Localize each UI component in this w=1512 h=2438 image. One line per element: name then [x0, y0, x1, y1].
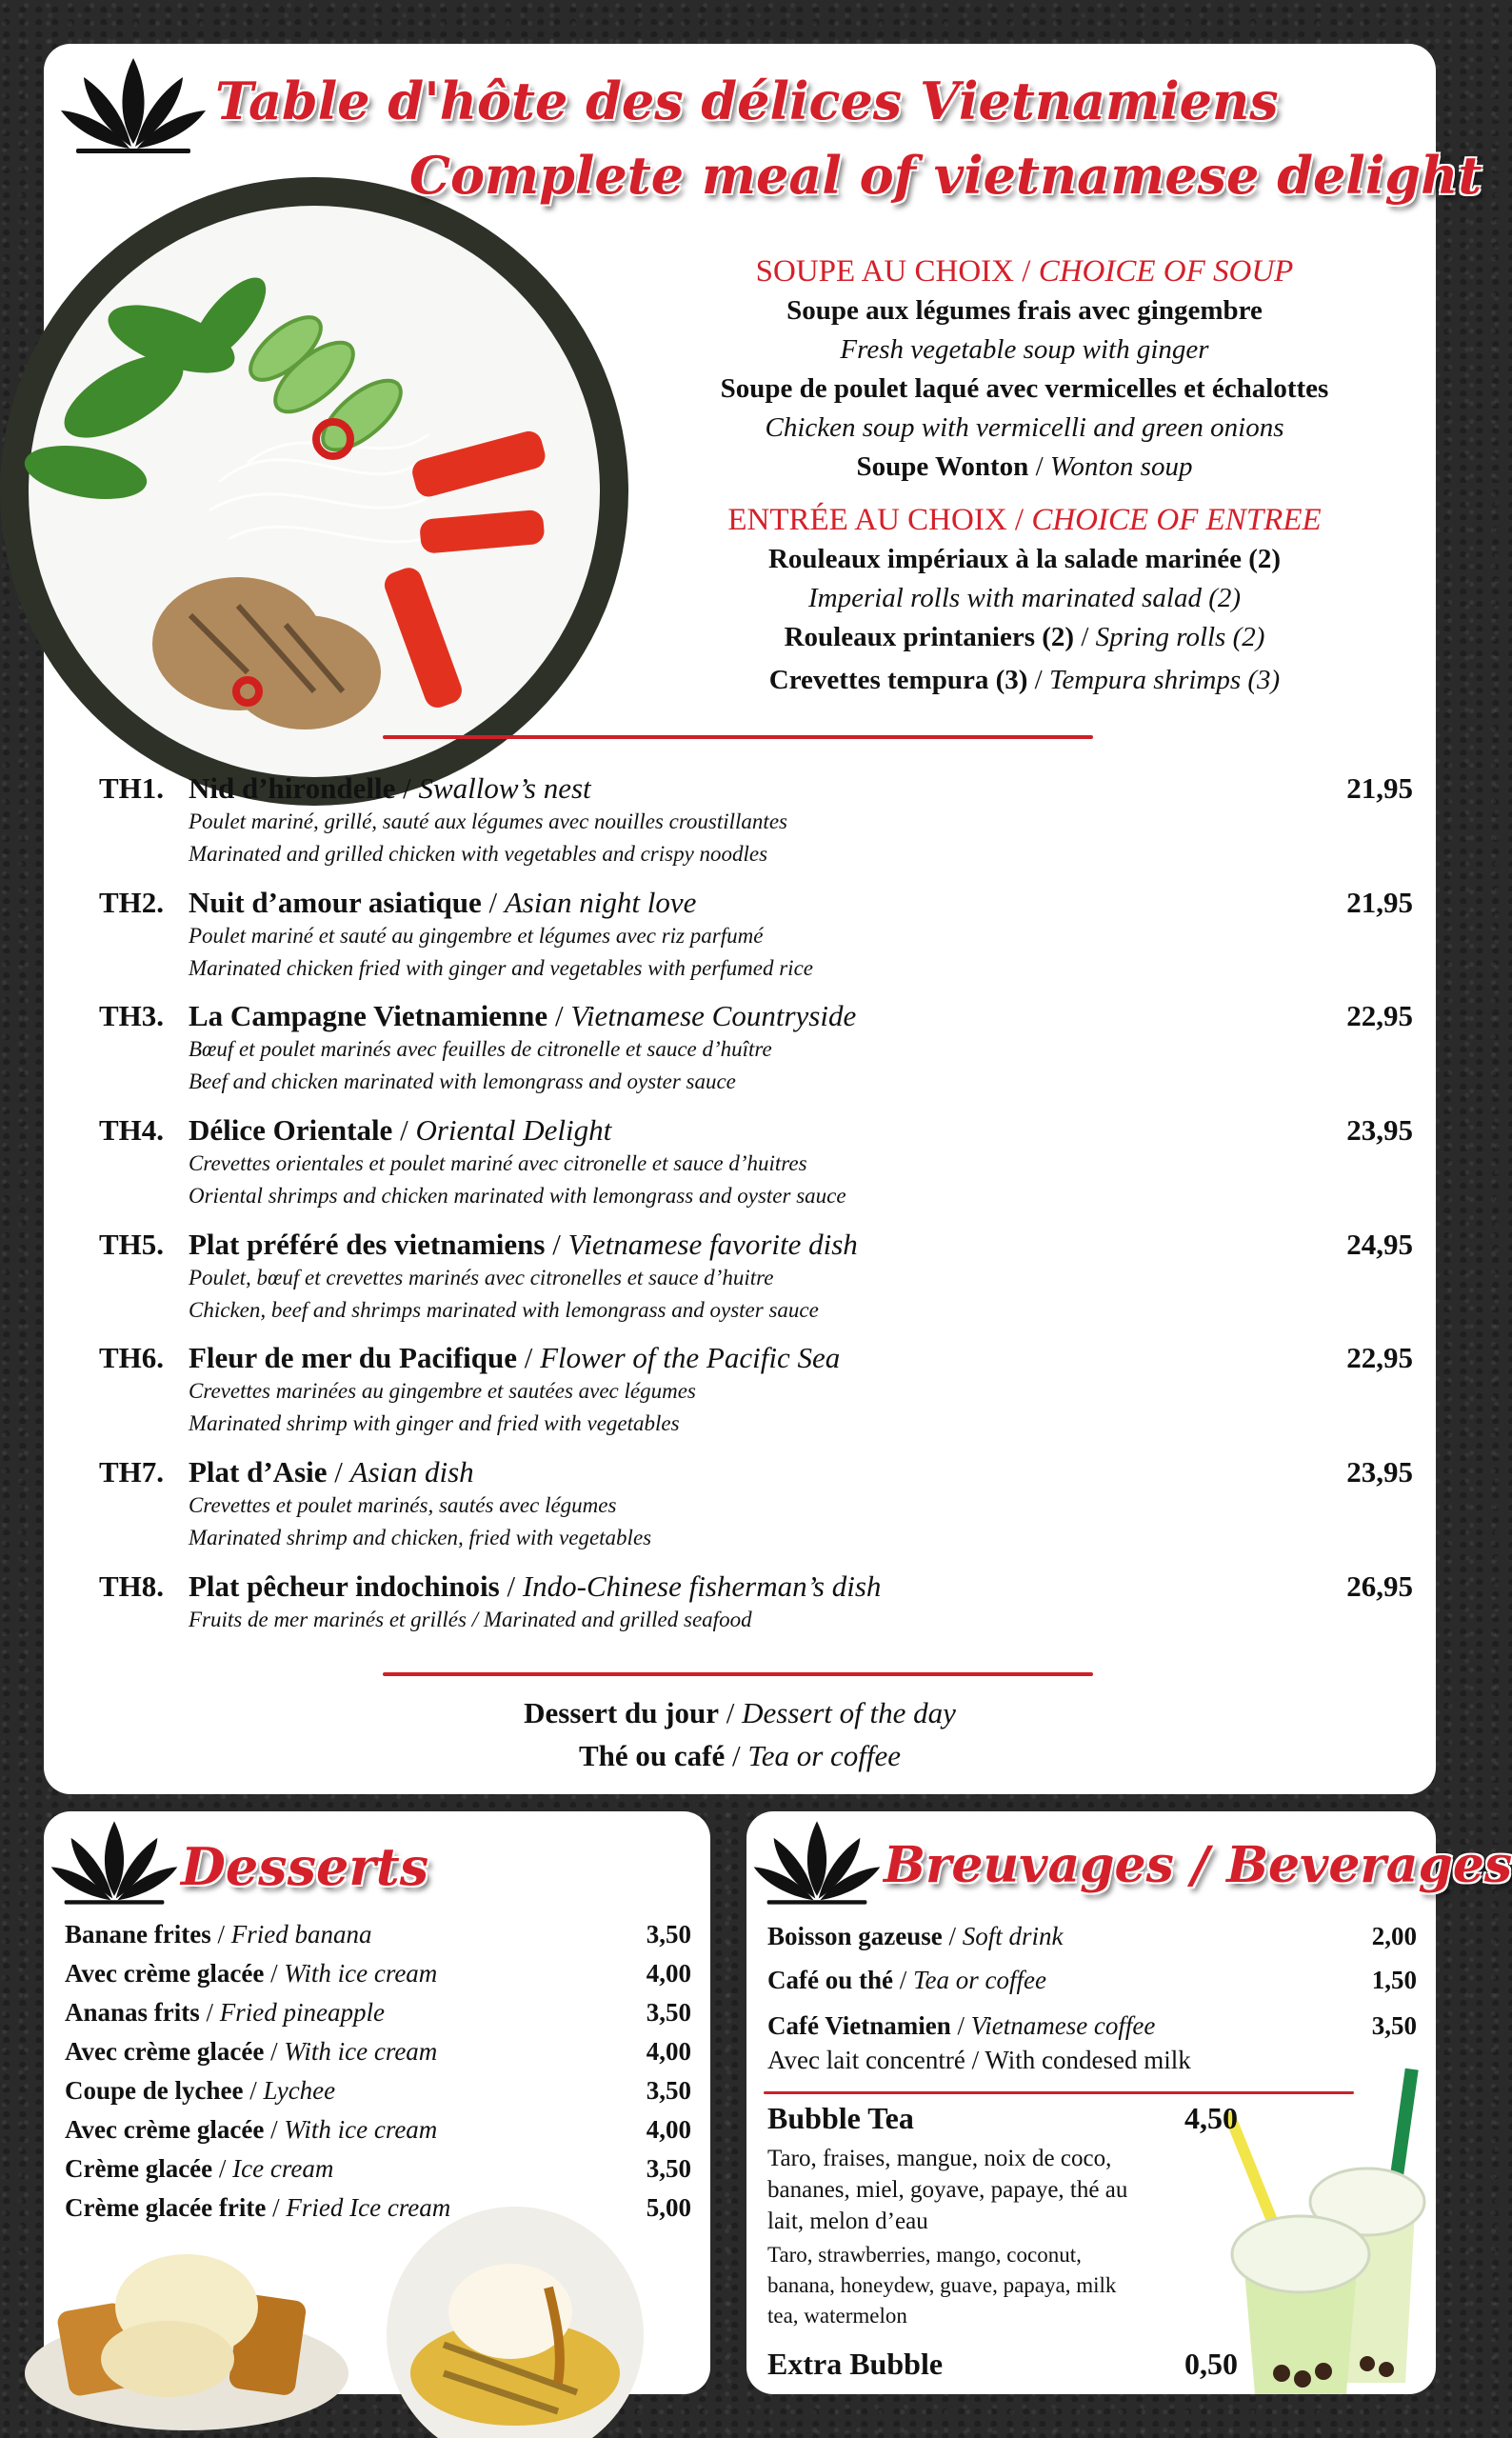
beverage-fr: Café ou thé [767, 1966, 893, 1994]
included-extras [44, 1691, 1436, 1777]
dish-name-fr: Plat préféré des vietnamiens [189, 1228, 546, 1261]
dish-name [189, 886, 696, 920]
separator: / [1074, 622, 1096, 652]
separator: / [719, 1696, 743, 1729]
soup-en: Wonton soup [1049, 451, 1193, 482]
beverage-en: Tea or coffee [913, 1966, 1046, 1994]
dish-price: 23,95 [1346, 1113, 1413, 1147]
beverage-fr: Boisson gazeuse [767, 1922, 943, 1950]
soup-heading-en: CHOICE OF SOUP [1038, 254, 1294, 289]
dish-name [189, 1228, 858, 1262]
dessert-fr: Avec crème glacée [65, 2037, 265, 2066]
separator: / [725, 1739, 748, 1772]
extra-bubble-title: Extra Bubble [767, 2347, 944, 2381]
entree-heading-en: CHOICE OF ENTREE [1031, 503, 1322, 537]
dish-name-fr: Nid d’hirondelle [189, 771, 396, 805]
dessert-fr: Banane frites [65, 1920, 211, 1948]
separator: / [327, 1455, 350, 1489]
separator: / [892, 1966, 913, 1994]
dish-code: TH1. [99, 771, 165, 805]
lotus-logo-icon [750, 1817, 884, 1908]
dish-desc-en: Chicken, beef and shrimps marinated with lemongrass and oyster sauce [189, 1298, 819, 1322]
dish-price: 24,95 [1346, 1228, 1413, 1261]
dish-name-en: Asian dish [349, 1455, 474, 1489]
title-french: Table d'hôte des délices Vietnamiens [215, 70, 1279, 131]
entree-en: Spring rolls (2) [1095, 622, 1265, 652]
dish-name-fr: Délice Orientale [189, 1113, 393, 1147]
dessert-item [65, 1998, 385, 2028]
bubble-flavor-line: tea, watermelon [767, 2304, 907, 2328]
dessert-price: 3,50 [646, 2076, 691, 2105]
tea-fr: Thé ou café [578, 1739, 726, 1772]
entree-list [625, 540, 1424, 700]
dish-code: TH3. [99, 999, 165, 1032]
dessert-fr: Crème glacée [65, 2154, 213, 2183]
dessert-fr: Avec crème glacée [65, 1959, 265, 1988]
separator: / [210, 1920, 231, 1948]
beverage-item [767, 1922, 1064, 1951]
dish-name-fr: Plat d’Asie [189, 1455, 328, 1489]
dish-name [189, 1569, 881, 1604]
title-english: Complete meal of vietnamese delight [409, 145, 1482, 206]
entree-combined [625, 618, 1424, 657]
dessert-fr: Ananas frits [65, 1998, 200, 2027]
bubble-flavor-line: bananes, miel, goyave, papaye, thé au [767, 2177, 1128, 2203]
dessert-fr: Coupe de lychee [65, 2076, 244, 2105]
dessert-en: Fried Ice cream [286, 2193, 451, 2222]
bubble-tea-price: 4,50 [1184, 2101, 1238, 2135]
dish-code: TH7. [99, 1455, 165, 1489]
dish-desc-fr: Crevettes marinées au gingembre et sautées avec légumes [189, 1379, 696, 1403]
dish-name-en: Vietnamese Countryside [570, 999, 857, 1032]
separator: / [243, 2076, 264, 2105]
vermicelli-bowl-image [0, 177, 628, 806]
dish-name [189, 999, 856, 1033]
dish-name-en: Flower of the Pacific Sea [540, 1341, 841, 1374]
bubble-tea-flavors-en [767, 2240, 1116, 2331]
separator: / [392, 1113, 416, 1147]
dessert-fr: Crème glacée frite [65, 2193, 267, 2222]
beverage-price: 3,50 [1371, 2011, 1417, 2040]
separator: / [212, 2154, 233, 2183]
entree-en: Tempura shrimps (3) [1048, 665, 1281, 695]
dessert-en: With ice cream [284, 2115, 438, 2144]
dish-code: TH5. [99, 1228, 165, 1261]
beverage-item [767, 2011, 1155, 2041]
desserts-panel [44, 1811, 710, 2394]
dessert-en: Fried banana [230, 1920, 372, 1948]
entree-en: Imperial rolls with marinated salad (2) [807, 583, 1242, 613]
dessert-en: Fried pineapple [219, 1998, 385, 2027]
entree-fr: Rouleaux printaniers (2) [784, 622, 1075, 652]
separator: / [950, 2011, 971, 2040]
dish-desc-fr: Bœuf et poulet marinés avec feuilles de citronelle et sauce d’huître [189, 1037, 772, 1061]
entree-fr: Rouleaux impériaux à la salade marinée (2) [767, 544, 1282, 574]
dish-price: 21,95 [1346, 771, 1413, 805]
table-dhote-panel [44, 44, 1482, 1794]
dish-name-en: Vietnamese favorite dish [567, 1228, 858, 1261]
separator: / [481, 886, 505, 919]
dessert-photo-image [44, 2230, 710, 2394]
dessert-of-day [44, 1691, 1436, 1734]
dish-name-fr: Plat pêcheur indochinois [189, 1569, 500, 1603]
separator: / [264, 2037, 285, 2066]
dish-price: 26,95 [1346, 1569, 1413, 1603]
separator: / [545, 1228, 568, 1261]
soup-list [625, 291, 1424, 487]
beverage-en: Vietnamese coffee [970, 2011, 1156, 2040]
dessert-item [65, 2037, 437, 2067]
dish-desc-fr: Crevettes et poulet marinés, sautés avec légumes [189, 1493, 617, 1517]
tea-en: Tea or coffee [747, 1739, 902, 1772]
separator: / [266, 2193, 287, 2222]
bubble-tea-title: Bubble Tea [767, 2101, 914, 2135]
red-divider [383, 1672, 1093, 1676]
dish-name-en: Indo-Chinese fisherman’s dish [522, 1569, 882, 1603]
dish-name [189, 1113, 611, 1148]
dish-price: 23,95 [1346, 1455, 1413, 1489]
separator: / [1028, 451, 1050, 482]
separator: / [1014, 254, 1039, 289]
bubble-flavor-line: Taro, fraises, mangue, noix de coco, [767, 2146, 1112, 2171]
dish-desc: Fruits de mer marinés et grillés / Marinated and grilled seafood [189, 1608, 752, 1631]
bubble-flavor-line: lait, melon d’eau [767, 2208, 928, 2234]
dessert-item [65, 2193, 450, 2223]
dish-desc-fr: Poulet mariné et sauté au gingembre et légumes avec riz parfumé [189, 924, 764, 948]
soup-fr: Soupe de poulet laqué avec vermicelles et échalottes [720, 373, 1329, 404]
beverage-price: 2,00 [1371, 1922, 1417, 1950]
tea-or-coffee [44, 1734, 1436, 1777]
entree-heading-fr: ENTRÉE AU CHOIX [727, 503, 1007, 537]
dessert-en: With ice cream [284, 2037, 438, 2066]
dish-name-fr: Fleur de mer du Pacifique [189, 1341, 517, 1374]
dish-code: TH2. [99, 886, 165, 919]
beverages-title: Breuvages / Beverages [884, 1836, 1512, 1894]
beverage-item [767, 1966, 1046, 1995]
soup-fr: Soupe Wonton [856, 451, 1029, 482]
extra-bubble-price: 0,50 [1184, 2347, 1238, 2381]
dish-desc-en: Marinated chicken fried with ginger and vegetables with perfumed rice [189, 956, 813, 980]
bubble-tea-image [1215, 2068, 1436, 2394]
entree-combined [625, 661, 1424, 700]
dish-desc-en: Marinated shrimp with ginger and fried with vegetables [189, 1411, 680, 1435]
bubble-flavor-line: banana, honeydew, guave, papaya, milk [767, 2273, 1117, 2297]
dessert-price: 4,00 [646, 2115, 691, 2144]
bubble-tea-flavors-fr [767, 2143, 1127, 2237]
dessert-price: 5,00 [646, 2193, 691, 2222]
separator: / [517, 1341, 541, 1374]
dessert-en: Lychee [263, 2076, 336, 2105]
dessert-item [65, 2115, 437, 2145]
soup-combined [625, 448, 1424, 487]
dish-name-en: Swallow’s nest [418, 771, 591, 805]
beverage-price: 1,50 [1371, 1966, 1417, 1994]
dessert-price: 3,50 [646, 2154, 691, 2183]
dish-name [189, 1341, 840, 1375]
dessert-fr: Avec crème glacée [65, 2115, 265, 2144]
beverage-en: Soft drink [962, 1922, 1064, 1950]
separator: / [547, 999, 571, 1032]
dish-desc-en: Oriental shrimps and chicken marinated with lemongrass and oyster sauce [189, 1184, 846, 1208]
separator: / [942, 1922, 963, 1950]
coffee-note: Avec lait concentré / With condesed milk [767, 2046, 1191, 2074]
separator: / [199, 1998, 220, 2027]
desserts-title: Desserts [181, 1836, 429, 1897]
dish-price: 21,95 [1346, 886, 1413, 919]
dish-desc-fr: Crevettes orientales et poulet mariné avec citronelle et sauce d’huitres [189, 1151, 807, 1175]
dish-name [189, 1455, 474, 1489]
dish-desc-en: Marinated and grilled chicken with vegetables and crispy noodles [189, 842, 768, 866]
entree-heading [625, 500, 1424, 540]
separator: / [264, 1959, 285, 1988]
dessert-item [65, 2154, 333, 2184]
lotus-logo-icon [48, 1817, 181, 1908]
dessert-price: 3,50 [646, 1998, 691, 2027]
dessert-en: Ice cream [232, 2154, 334, 2183]
soup-heading [625, 251, 1424, 291]
lotus-logo-icon [57, 53, 209, 158]
separator: / [1006, 503, 1032, 537]
dessert-en: Dessert of the day [742, 1696, 956, 1729]
dessert-en: With ice cream [284, 1959, 438, 1988]
dish-desc-fr: Poulet mariné, grillé, sauté aux légumes avec nouilles croustillantes [189, 809, 787, 833]
soup-heading-fr: SOUPE AU CHOIX [755, 254, 1015, 289]
dish-name-fr: La Campagne Vietnamienne [189, 999, 548, 1032]
dish-code: TH4. [99, 1113, 165, 1147]
dish-price: 22,95 [1346, 1341, 1413, 1374]
dish-desc-en: Beef and chicken marinated with lemongrass and oyster sauce [189, 1069, 736, 1093]
dessert-fr: Dessert du jour [524, 1696, 720, 1729]
soup-en: Chicken soup with vermicelli and green onions [765, 412, 1284, 443]
dish-name [189, 771, 591, 806]
beverages-panel [746, 1811, 1512, 2394]
dish-code: TH6. [99, 1341, 165, 1374]
dish-desc-fr: Poulet, bœuf et crevettes marinés avec citronelles et sauce d’huitre [189, 1266, 774, 1289]
dessert-price: 4,00 [646, 2037, 691, 2066]
soup-en: Fresh vegetable soup with ginger [840, 334, 1209, 365]
dessert-item [65, 2076, 335, 2106]
dish-name-fr: Nuit d’amour asiatique [189, 886, 482, 919]
separator: / [395, 771, 419, 805]
dessert-price: 3,50 [646, 1920, 691, 1948]
dessert-item [65, 1920, 372, 1949]
dish-price: 22,95 [1346, 999, 1413, 1032]
dish-name-en: Asian night love [504, 886, 697, 919]
red-divider [383, 735, 1093, 739]
separator: / [499, 1569, 523, 1603]
dish-name-en: Oriental Delight [415, 1113, 612, 1147]
dessert-item [65, 1959, 437, 1988]
dish-code: TH8. [99, 1569, 165, 1603]
soup-fr: Soupe aux légumes frais avec gingembre [786, 295, 1263, 326]
dish-desc-en: Marinated shrimp and chicken, fried with vegetables [189, 1526, 652, 1549]
choice-section [625, 251, 1424, 700]
dessert-price: 4,00 [646, 1959, 691, 1988]
separator: / [264, 2115, 285, 2144]
entree-fr: Crevettes tempura (3) [768, 665, 1028, 695]
beverage-fr: Café Vietnamien [767, 2011, 951, 2040]
bubble-flavor-line: Taro, strawberries, mango, coconut, [767, 2243, 1082, 2267]
separator: / [1027, 665, 1049, 695]
